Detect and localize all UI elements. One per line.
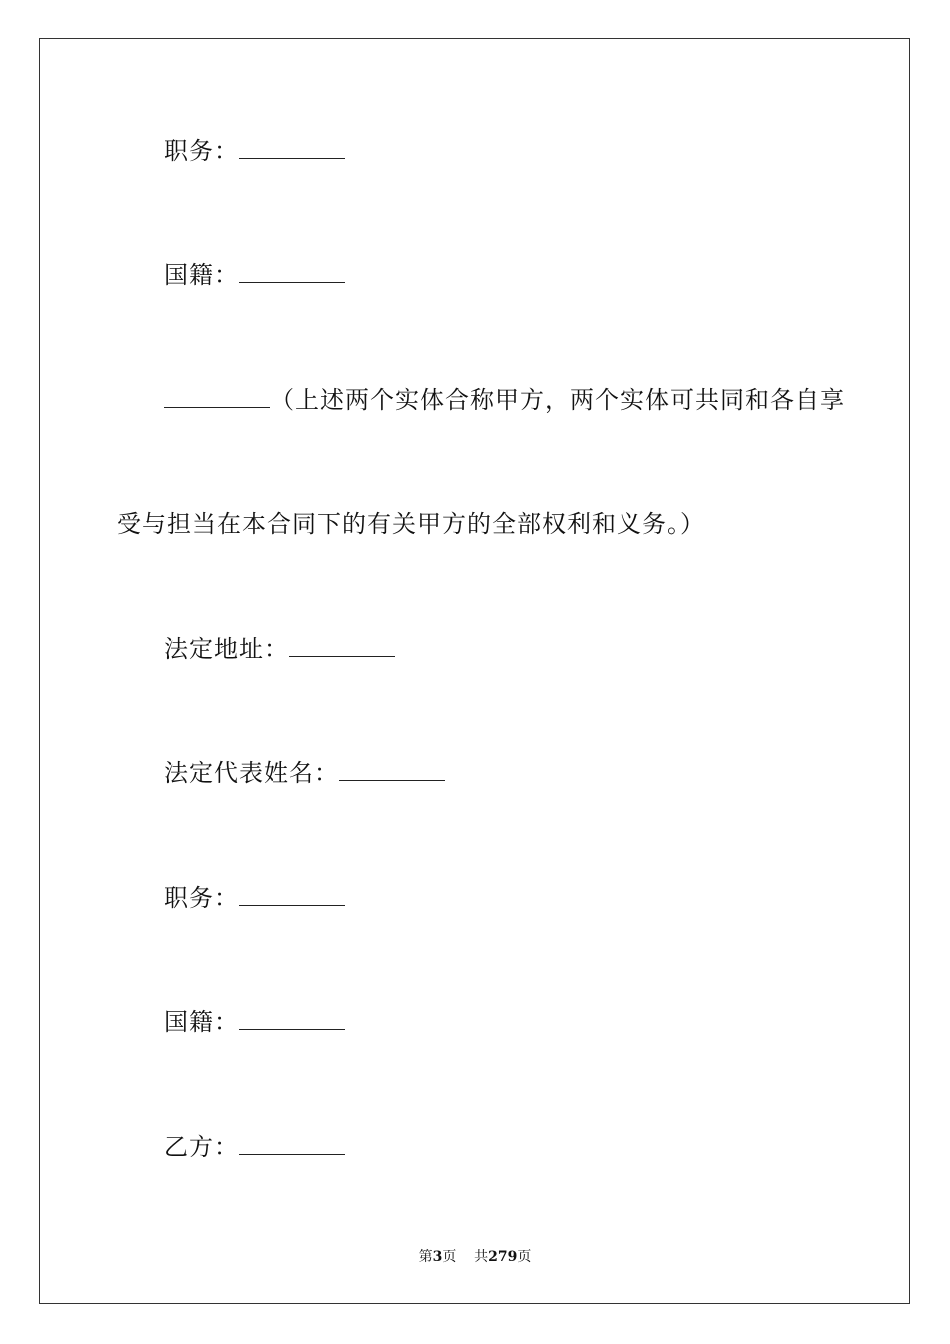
nationality-label: 国籍： <box>164 261 239 289</box>
position-field-1 <box>164 135 345 167</box>
page-footer <box>0 1247 950 1267</box>
total-pages: 279 <box>488 1249 518 1265</box>
page-number: 3 <box>432 1249 443 1265</box>
page-suffix: 页 <box>442 1249 457 1265</box>
legal-representative-field <box>164 757 445 789</box>
legal-address-field <box>164 633 395 665</box>
party-b-label: 乙方： <box>164 1133 239 1161</box>
total-suffix: 页 <box>517 1249 532 1265</box>
nationality-field-2 <box>164 1006 345 1038</box>
nationality-blank <box>239 262 345 283</box>
party-b-field <box>164 1131 345 1163</box>
nationality-blank <box>239 1009 345 1030</box>
entity-blank <box>164 387 270 408</box>
party-a-note-line-1 <box>164 384 845 416</box>
nationality-field-1 <box>164 259 345 291</box>
position-label: 职务： <box>164 884 239 912</box>
party-b-blank <box>239 1134 345 1155</box>
legal-address-blank <box>289 636 395 657</box>
position-label: 职务： <box>164 137 239 165</box>
page-border <box>39 38 910 1304</box>
page-prefix: 第 <box>418 1249 433 1265</box>
total-prefix: 共 <box>474 1249 489 1265</box>
legal-representative-label: 法定代表姓名： <box>164 759 339 787</box>
position-field-2 <box>164 882 345 914</box>
position-blank <box>239 138 345 159</box>
position-blank <box>239 885 345 906</box>
party-a-note-text-2: 受与担当在本合同下的有关甲方的全部权利和义务。） <box>117 510 705 538</box>
party-a-note-line-2 <box>117 508 705 540</box>
nationality-label: 国籍： <box>164 1008 239 1036</box>
legal-representative-blank <box>339 760 445 781</box>
party-a-note-text-1: （上述两个实体合称甲方，两个实体可共同和各自享 <box>270 386 845 414</box>
legal-address-label: 法定地址： <box>164 635 289 663</box>
